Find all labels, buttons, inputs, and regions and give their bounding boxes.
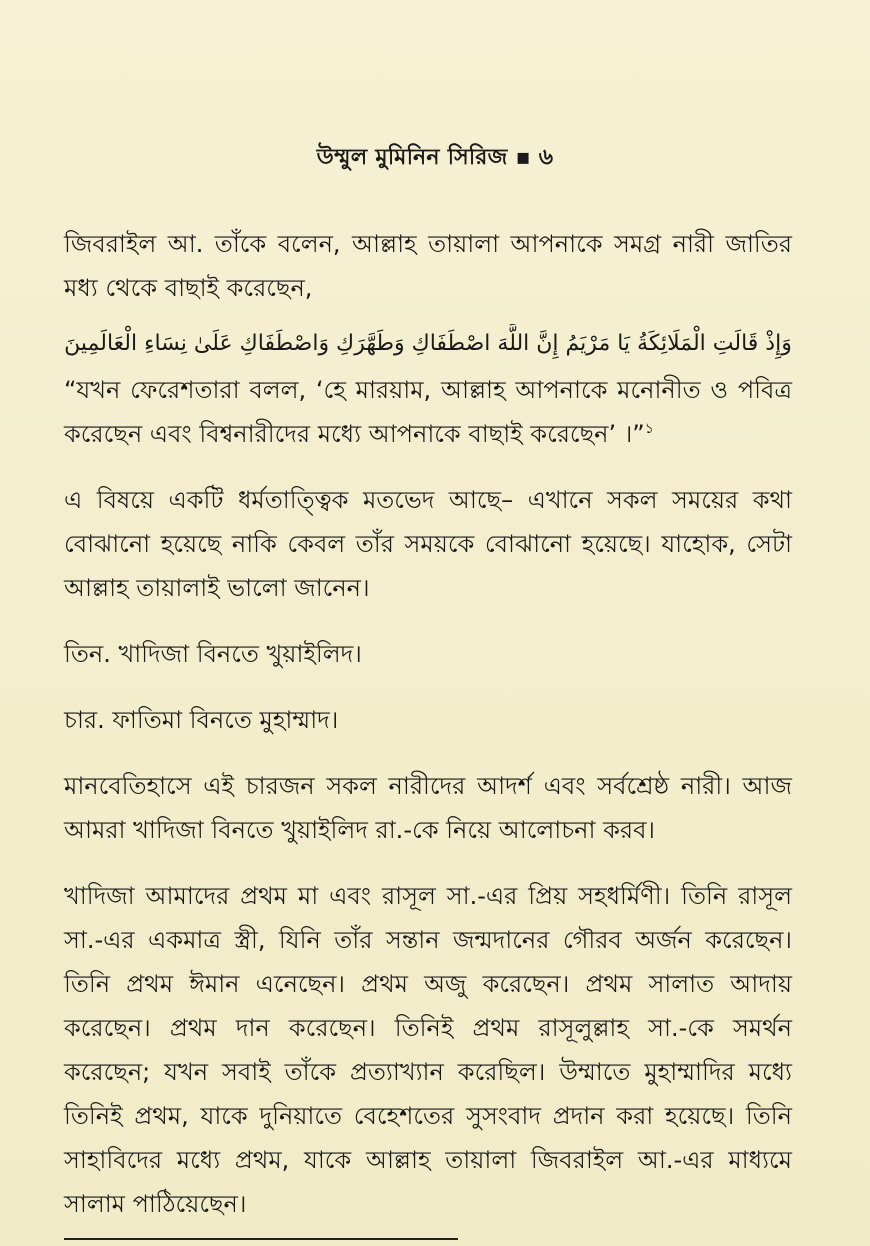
footnote-divider [64,1238,458,1240]
paragraph-four-women: মানবেতিহাসে এই চারজন সকল নারীদের আদর্শ এবং সর্বশ্রেষ্ঠ নারী। আজ আমরা খাদিজা বিনতে খুয়াইলিদ রা.-কে নিয়ে আলোচনা করব। [64,772,792,844]
paragraph-khadija-firsts: খাদিজা আমাদের প্রথম মা এবং রাসূল সা.-এর প্রিয় সহধর্মিণী। তিনি রাসূল সা.-এর একমাত্র স্ত্রী, যিনি তাঁর সন্তান জন্মদানের গৌরব অর্জন করেছেন। তিনি প্রথম ঈমান এনেছেন। প্রথম অজু করেছেন। প্রথম সালাত আদায় করেছেন। প্রথম দান করেছেন। তিনিই প্রথম রাসূলুল্লাহ সা.-কে সমর্থন করেছেন; যখন সবাই তাঁকে প্রত্যাখ্যান করেছিল। উম্মাতে মুহাম্মাদির মধ্যে তিনিই প্রথম, যাকে দুনিয়াতে বেহেশতের সুসংবাদ প্রদান করা হয়েছে। তিনি সাহাবিদের মধ্যে প্রথম, যাকে আল্লাহ তায়ালা জিবরাইল আ.-এর মাধ্যমে সালাম পাঠিয়েছেন। [64,882,792,1218]
verse-translation-text: “যখন ফেরেশতারা বলল, ‘হে মারয়াম, আল্লাহ আপনাকে মনোনীত ও পবিত্র করেছেন এবং বিশ্বনারীদের মধ্যে আপনাকে বাছাই করেছেন’ ।” [64,376,792,448]
page-body [64,222,792,1226]
paragraph-jibrail: জিবরাইল আ. তাঁকে বলেন, আল্লাহ তায়ালা আপনাকে সমগ্র নারী জাতির মধ্য থেকে বাছাই করেছেন, [64,230,792,302]
paragraph-four-fatima: চার. ফাতিমা বিনতে মুহাম্মাদ। [64,706,339,734]
paragraph-theological-difference: এ বিষয়ে একটি ধর্মতাত্ত্বিক মতভেদ আছে– এখানে সকল সময়ের কথা বোঝানো হয়েছে নাকি কেবল তাঁর সময়কে বোঝানো হয়েছে। যাহোক, সেটা আল্লাহ তায়ালাই ভালো জানেন। [64,486,792,602]
paragraph-verse-translation [64,368,792,456]
running-header: উম্মুল মুমিনিন সিরিজ ▪ ৬ [316,145,554,170]
footnote-marker: ১ [644,421,654,437]
arabic-verse: وَإِذْ قَالَتِ الْمَلَائِكَةُ يَا مَرْيَمُ إِنَّ اللَّهَ اصْطَفَاكِ وَطَهَّرَكِ وَاصْطَفَاكِ عَلَىٰ نِسَاءِ الْعَالَمِينَ [64,331,792,356]
paragraph-three-khadija: তিন. খাদিজা বিনতে খুয়াইলিদ। [64,640,362,668]
